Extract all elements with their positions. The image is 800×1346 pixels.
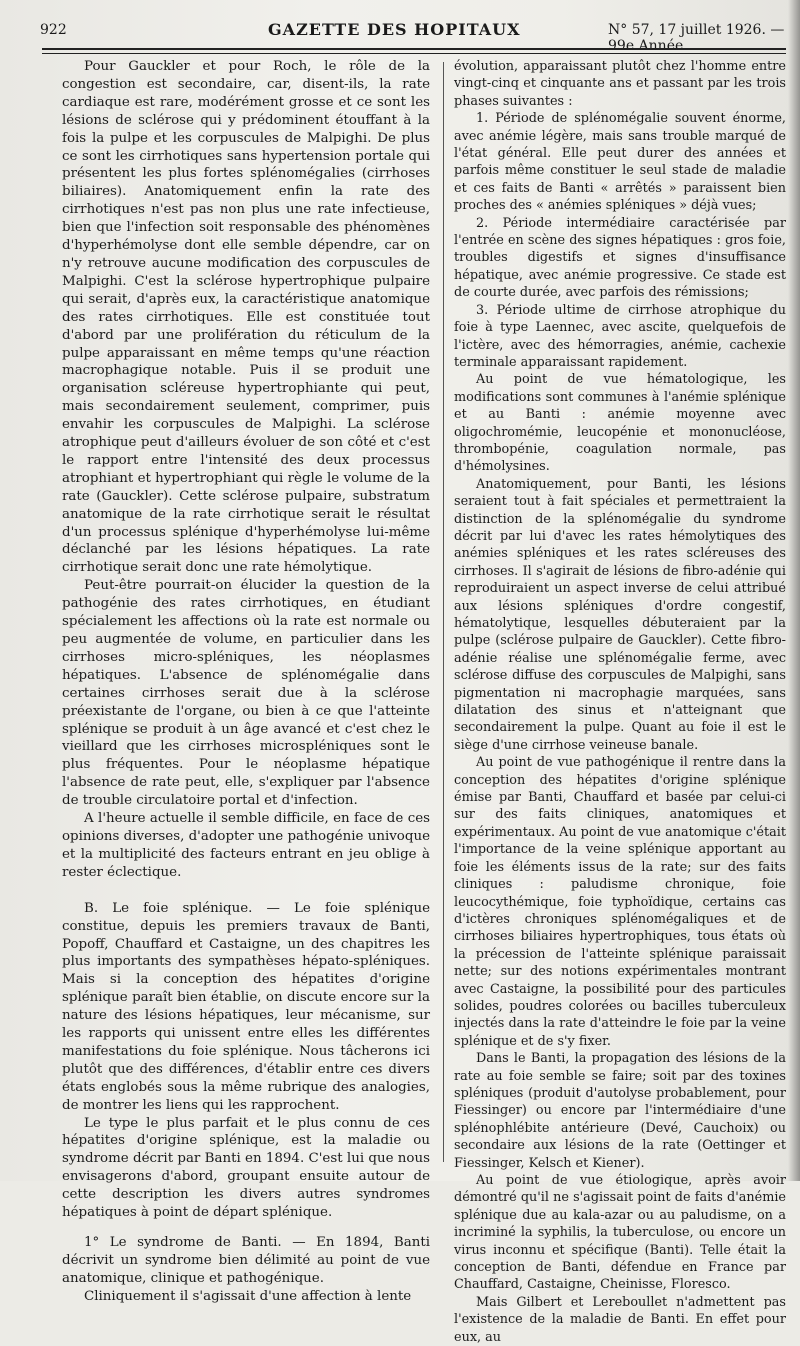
paragraph: Pour Gauckler et pour Roch, le rôle de la congestion est secondaire, car, disent-ils, la rate cardiaque est rare, modérément grosse et ce sont les lésions de sclérose qui y prédominent étouffant à la fois la pulpe et les corpuscules de Malpighi. De plus ce sont les cirrhotiques sans hypertension portale qui présentent les plus fortes splénomégalies (cirrhoses biliaires). Anatomiquement enfin la rate des cirrhotiques n'est pas non plus une rate infectieuse, bien que l'infection soit responsable des phénomènes d'hyperhémolyse dont elle semble dépendre, car on n'y retrouve aucune modification des corpuscules de Malpighi. C'est la sclérose hypertrophique pulpaire qui serait, d'après eux, la caractéristique anatomique des rates cirrhotiques. Elle est constituée tout d'abord par une prolifération du réticulum de la pulpe apparaissant en même temps qu'une réaction macrophagique notable. Puis il se produit une organisation scléreuse hypertrophiante qui peut, mais secondairement seulement, comprimer, puis envahir les corpuscules de Malpighi. La sclérose atrophique peut d'ailleurs évoluer de son côté et c'est le rapport entre l'intensité des deux processus atrophiant et hypertrophiant qui règle le volume de la rate (Gauckler). Cette sclérose pulpaire, substratum anatomique de la rate cirrhotique serait le résultat d'un processus splénique d'hyperhémolyse lui-même déclanché par les lésions hépatiques. La rate cirrhotique serait donc une rate hémolytique. (62, 59, 430, 576)
paragraph: Au point de vue hématologique, les modifications sont communes à l'anémie splénique et au Banti : anémie moyenne avec oligochromémie, leucopénie et mononucléose, thrombopénie, coagulation normale, pas d'hémolysines. (454, 372, 786, 475)
page-number: 922 (40, 22, 67, 38)
issue-info: N° 57, 17 juillet 1926. — 99e Année. (608, 22, 785, 54)
paragraph: Peut-être pourrait-on élucider la question de la pathogénie des rates cirrhotiques, en étudiant spécialement les affections où la rate est normale ou peu augmentée de volume, en particulier dans les cirrhoses micro-spléniques, les néoplasmes hépatiques. L'absence de splénomégalie dans certaines cirrhoses serait due à la sclérose préexistante de l'organe, ou bien à ce que l'atteinte splénique se produit à un âge avancé et c'est chez le vieillard que les cirrhoses microspléniques sont le plus fréquentes. Pour le néoplasme hépatique l'absence de rate peut, elle, s'expliquer par l'absence de trouble circulatoire portal et d'infection. (62, 578, 430, 809)
header-rule-thin (42, 53, 786, 54)
list-item: 2. Période intermédiaire caractérisée par l'entrée en scène des signes hépatiques : gros foie, troubles digestifs et signes d'insuffisance hépatique, avec anémie progressive. Ce stade est de courte durée, avec parfois des rémissions; (454, 215, 786, 301)
header-rule (42, 48, 786, 50)
section-paragraph-foie-splenique: B. Le foie splénique. — Le foie splénique constitue, depuis les premiers travaux de Banti, Popoff, Chauffard et Castaigne, un des chapitres les plus importants des sympathèses hépato-spléniques. Mais si la conception des hépatites d'origine splénique paraît bien établie, on discute encore sur la nature des lésions hépatiques, leur mécanisme, sur les rapports qui unissent entre elles les différentes manifestations du foie splénique. Nous tâcherons ici plutôt que des différences, d'établir entre ces divers états englobés sous la même rubrique des analogies, de montrer les liens qui les rapprochent. (62, 900, 430, 1113)
column-divider (443, 62, 444, 1162)
paragraph: Dans le Banti, la propagation des lésions de la rate au foie semble se faire; soit par des toxines spléniques (produit d'autolyse probablement, pour Fiessinger) ou encore par l'intermédiaire d'une splénophlébite antérieure (Devé, Cauchoix) ou secondaire aux lésions de la rate (Oettinger et Fiessinger, Kelsch et Kiener). (454, 1051, 786, 1171)
paragraph: Au point de vue pathogénique il rentre dans la conception des hépatites d'origine splénique émise par Banti, Chauffard et basée par celui-ci sur des faits cliniques, anatomiques et expérimentaux. Au point de vue anatomique c'était l'importance de la veine splénique apportant au foie les éléments issus de la rate; sur des faits cliniques : paludisme chronique, foie leucocythémique, foie typhoïdique, certains cas d'ictères chroniques splénomégaliques et de cirrhoses biliaires hypertrophiques, tous états où la précession de l'atteinte splénique paraissait nette; sur des notions expérimentales montrant avec Castaigne, la possibilité pour des particules solides, poudres colorées ou bacilles tuberculeux injectés dans la rate d'atteindre le foie par la veine splénique et de s'y fixer. (454, 755, 786, 1049)
journal-title: GAZETTE DES HOPITAUX (268, 20, 521, 39)
list-item: 3. Période ultime de cirrhose atrophique du foie à type Laennec, avec ascite, quelquefois de l'ictère, avec des hémorragies, anémie, cachexie terminale apparaissant rapidement. (454, 302, 786, 370)
left-column (62, 58, 430, 1306)
section-paragraph-syndrome-banti: 1° Le syndrome de Banti. — En 1894, Banti décrivit un syndrome bien délimité au point de vue anatomique, clinique et pathogénique. (62, 1235, 430, 1286)
list-item: 1. Période de splénomégalie souvent énorme, avec anémie légère, mais sans trouble marqué de l'état général. Elle peut durer des années et parfois même constituer le seul stade de maladie et ces faits de Banti « arrêtés » paraissent bien proches des « anémies spléniques » déjà vues; (454, 111, 786, 214)
page-edge-shadow (788, 0, 800, 1181)
paragraph: Mais Gilbert et Lereboullet n'admettent pas l'existence de la maladie de Banti. En effet pour eux, au (454, 1294, 786, 1345)
paragraph: Au point de vue étiologique, après avoir démontré qu'il ne s'agissait point de faits d'anémie splénique due au kala-azar ou au paludisme, on a incriminé la syphilis, la tuberculose, ou encore un virus inconnu et spécifique (Banti). Telle était la conception de Banti, défendue en France par Chauffard, Castaigne, Cheinisse, Floresco. (454, 1173, 786, 1293)
right-column (454, 58, 786, 1346)
paragraph: A l'heure actuelle il semble difficile, en face de ces opinions diverses, d'adopter une pathogénie univoque et la multiplicité des facteurs entrant en jeu oblige à rester éclectique. (62, 811, 430, 880)
paragraph: Cliniquement il s'agissait d'une affection à lente (84, 1288, 412, 1304)
paragraph: évolution, apparaissant plutôt chez l'homme entre vingt-cinq et cinquante ans et passant par les trois phases suivantes : (454, 59, 786, 109)
paragraph: Anatomiquement, pour Banti, les lésions seraient tout à fait spéciales et permettraient la distinction de la splénomégalie du syndrome décrit par lui d'avec les rates hémolytiques des anémies spléniques et les rates scléreuses des cirrhoses. Il s'agirait de lésions de fibro-adénie qui reproduiraient un aspect inverse de celui attribué aux lésions spléniques d'ordre congestif, hématolytique, lesquelles débuteraient par la pulpe (sclérose pulpaire de Gauckler). Cette fibro-adénie réalise une splénomégalie ferme, avec sclérose diffuse des corpuscules de Malpighi, sans pigmentation ni macrophagie marquées, sans dilatation des sinus et n'atteignant que secondairement la pulpe. Quant au foie il est le siège d'une cirrhose veineuse banale. (454, 476, 786, 753)
paragraph: Le type le plus parfait et le plus connu de ces hépatites d'origine splénique, est la maladie ou syndrome décrit par Banti en 1894. C'est lui que nous envisagerons d'abord, groupant ensuite autour de cette description les divers autres syndromes hépatiques à point de départ splénique. (62, 1115, 430, 1221)
